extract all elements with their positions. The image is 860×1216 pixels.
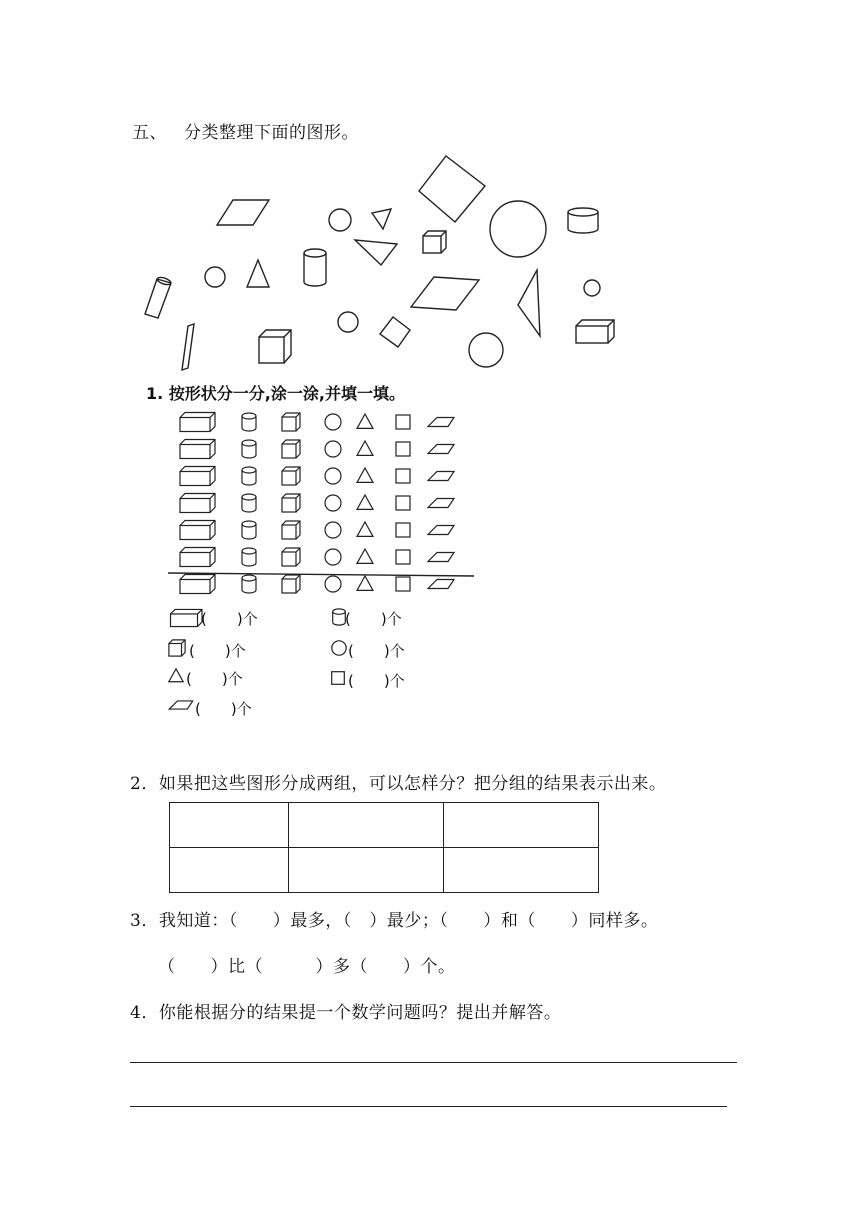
cube-icon xyxy=(282,548,300,566)
triangle-icon xyxy=(357,414,373,428)
parallelogram-icon xyxy=(428,526,454,535)
task2-question: 2．如果把这些图形分成两组，可以怎样分？把分组的结果表示出来。 xyxy=(130,774,667,794)
cuboid-icon xyxy=(171,609,203,626)
triangle-shape xyxy=(247,260,269,287)
square-icon xyxy=(396,550,410,564)
section-number: 五、 xyxy=(132,123,167,143)
circle-icon xyxy=(325,549,341,565)
table-cell[interactable] xyxy=(444,848,599,893)
task3-line1: 3．我知道：（ ）最多，（ ）最少；（ ）和（ ）同样多。 xyxy=(130,911,659,931)
triangle-icon xyxy=(357,441,373,455)
cuboid-icon xyxy=(180,575,215,594)
cube-icon xyxy=(282,575,300,593)
count-blank-cuboid[interactable]: ( )个 xyxy=(201,610,258,628)
cylinder-icon xyxy=(242,494,256,512)
circle-shape xyxy=(469,333,503,367)
circle-icon xyxy=(325,522,341,538)
parallelogram-shape xyxy=(411,277,479,310)
table-cell[interactable] xyxy=(289,848,444,893)
table-cell[interactable] xyxy=(289,803,444,848)
cuboid-shape xyxy=(576,320,614,343)
count-blank-square[interactable]: ( )个 xyxy=(348,672,405,690)
circle-shape xyxy=(205,267,225,287)
cuboid-icon xyxy=(180,548,215,567)
cube-icon xyxy=(282,440,300,458)
task3-line2: （ ）比（ ）多（ ）个。 xyxy=(158,957,456,977)
parallelogram-icon xyxy=(428,499,454,508)
table-cell[interactable] xyxy=(170,803,289,848)
triangle-icon xyxy=(357,522,373,536)
square-icon xyxy=(396,523,410,537)
cube-shape xyxy=(259,330,291,363)
cube-icon xyxy=(282,467,300,485)
cube-icon xyxy=(282,413,300,431)
square-icon xyxy=(396,577,410,591)
square-icon xyxy=(396,496,410,510)
square-icon xyxy=(332,672,345,685)
circle-shape xyxy=(584,280,600,296)
circle-shape xyxy=(490,201,546,257)
circle-icon xyxy=(332,641,346,655)
circle-icon xyxy=(325,576,341,592)
cylinder-icon xyxy=(242,467,256,485)
count-blank-circle[interactable]: ( )个 xyxy=(348,642,405,660)
cylinder-icon xyxy=(242,548,256,566)
triangle-icon xyxy=(357,495,373,509)
parallelogram-shape xyxy=(217,200,269,225)
parallelogram-icon xyxy=(428,445,454,454)
cuboid-icon xyxy=(180,494,215,513)
cube-shape xyxy=(423,231,446,253)
cylinder-icon xyxy=(242,413,256,431)
task4-question: 4．你能根据分的结果提一个数学问题吗？提出并解答。 xyxy=(130,1003,562,1023)
triangle-icon xyxy=(357,576,373,590)
cylinder-icon xyxy=(242,440,256,458)
count-blank-cube[interactable]: ( )个 xyxy=(189,642,246,660)
answer-line[interactable] xyxy=(130,1062,737,1063)
parallelogram-icon xyxy=(428,472,454,481)
triangle-shape xyxy=(355,240,397,265)
circle-shape xyxy=(329,209,351,231)
cylinder-shape xyxy=(568,208,598,233)
cube-icon xyxy=(169,640,185,656)
parallelogram-icon xyxy=(428,553,454,562)
answer-line[interactable] xyxy=(130,1106,727,1107)
cylinder-icon xyxy=(242,521,256,539)
triangle-icon xyxy=(169,669,183,682)
cylinder-shape xyxy=(304,249,326,286)
cuboid-icon xyxy=(180,521,215,540)
circle-icon xyxy=(325,468,341,484)
square-icon xyxy=(396,469,410,483)
parallelogram-icon xyxy=(169,701,192,709)
parallelogram-icon xyxy=(428,418,454,427)
circle-icon xyxy=(325,441,341,457)
count-blank-triangle[interactable]: ( )个 xyxy=(186,670,243,688)
triangle-shape xyxy=(372,209,391,229)
parallelogram-shape xyxy=(182,324,194,370)
table-cell[interactable] xyxy=(170,848,289,893)
cuboid-icon xyxy=(180,440,215,459)
cylinder-shape xyxy=(145,276,172,318)
cuboid-icon xyxy=(180,413,215,432)
grouping-table xyxy=(169,802,599,893)
circle-icon xyxy=(325,495,341,511)
triangle-icon xyxy=(357,549,373,563)
square-shape xyxy=(419,156,485,222)
triangle-shape xyxy=(518,270,540,336)
circle-shape xyxy=(338,312,358,332)
section-title: 分类整理下面的图形。 xyxy=(184,123,359,143)
cuboid-icon xyxy=(180,467,215,486)
triangle-icon xyxy=(357,468,373,482)
count-blank-parallelogram[interactable]: ( )个 xyxy=(195,700,252,718)
cube-icon xyxy=(282,521,300,539)
square-icon xyxy=(396,415,410,429)
cube-icon xyxy=(282,494,300,512)
circle-icon xyxy=(325,414,341,430)
tally-separator xyxy=(168,573,474,576)
count-blank-cylinder[interactable]: ( )个 xyxy=(345,610,402,628)
parallelogram-icon xyxy=(428,580,454,589)
cylinder-icon xyxy=(333,609,346,625)
square-icon xyxy=(396,442,410,456)
table-cell[interactable] xyxy=(444,803,599,848)
square-shape xyxy=(380,317,410,347)
task1-instruction: 1. 按形状分一分,涂一涂,并填一填。 xyxy=(146,384,405,403)
cylinder-icon xyxy=(242,575,256,593)
